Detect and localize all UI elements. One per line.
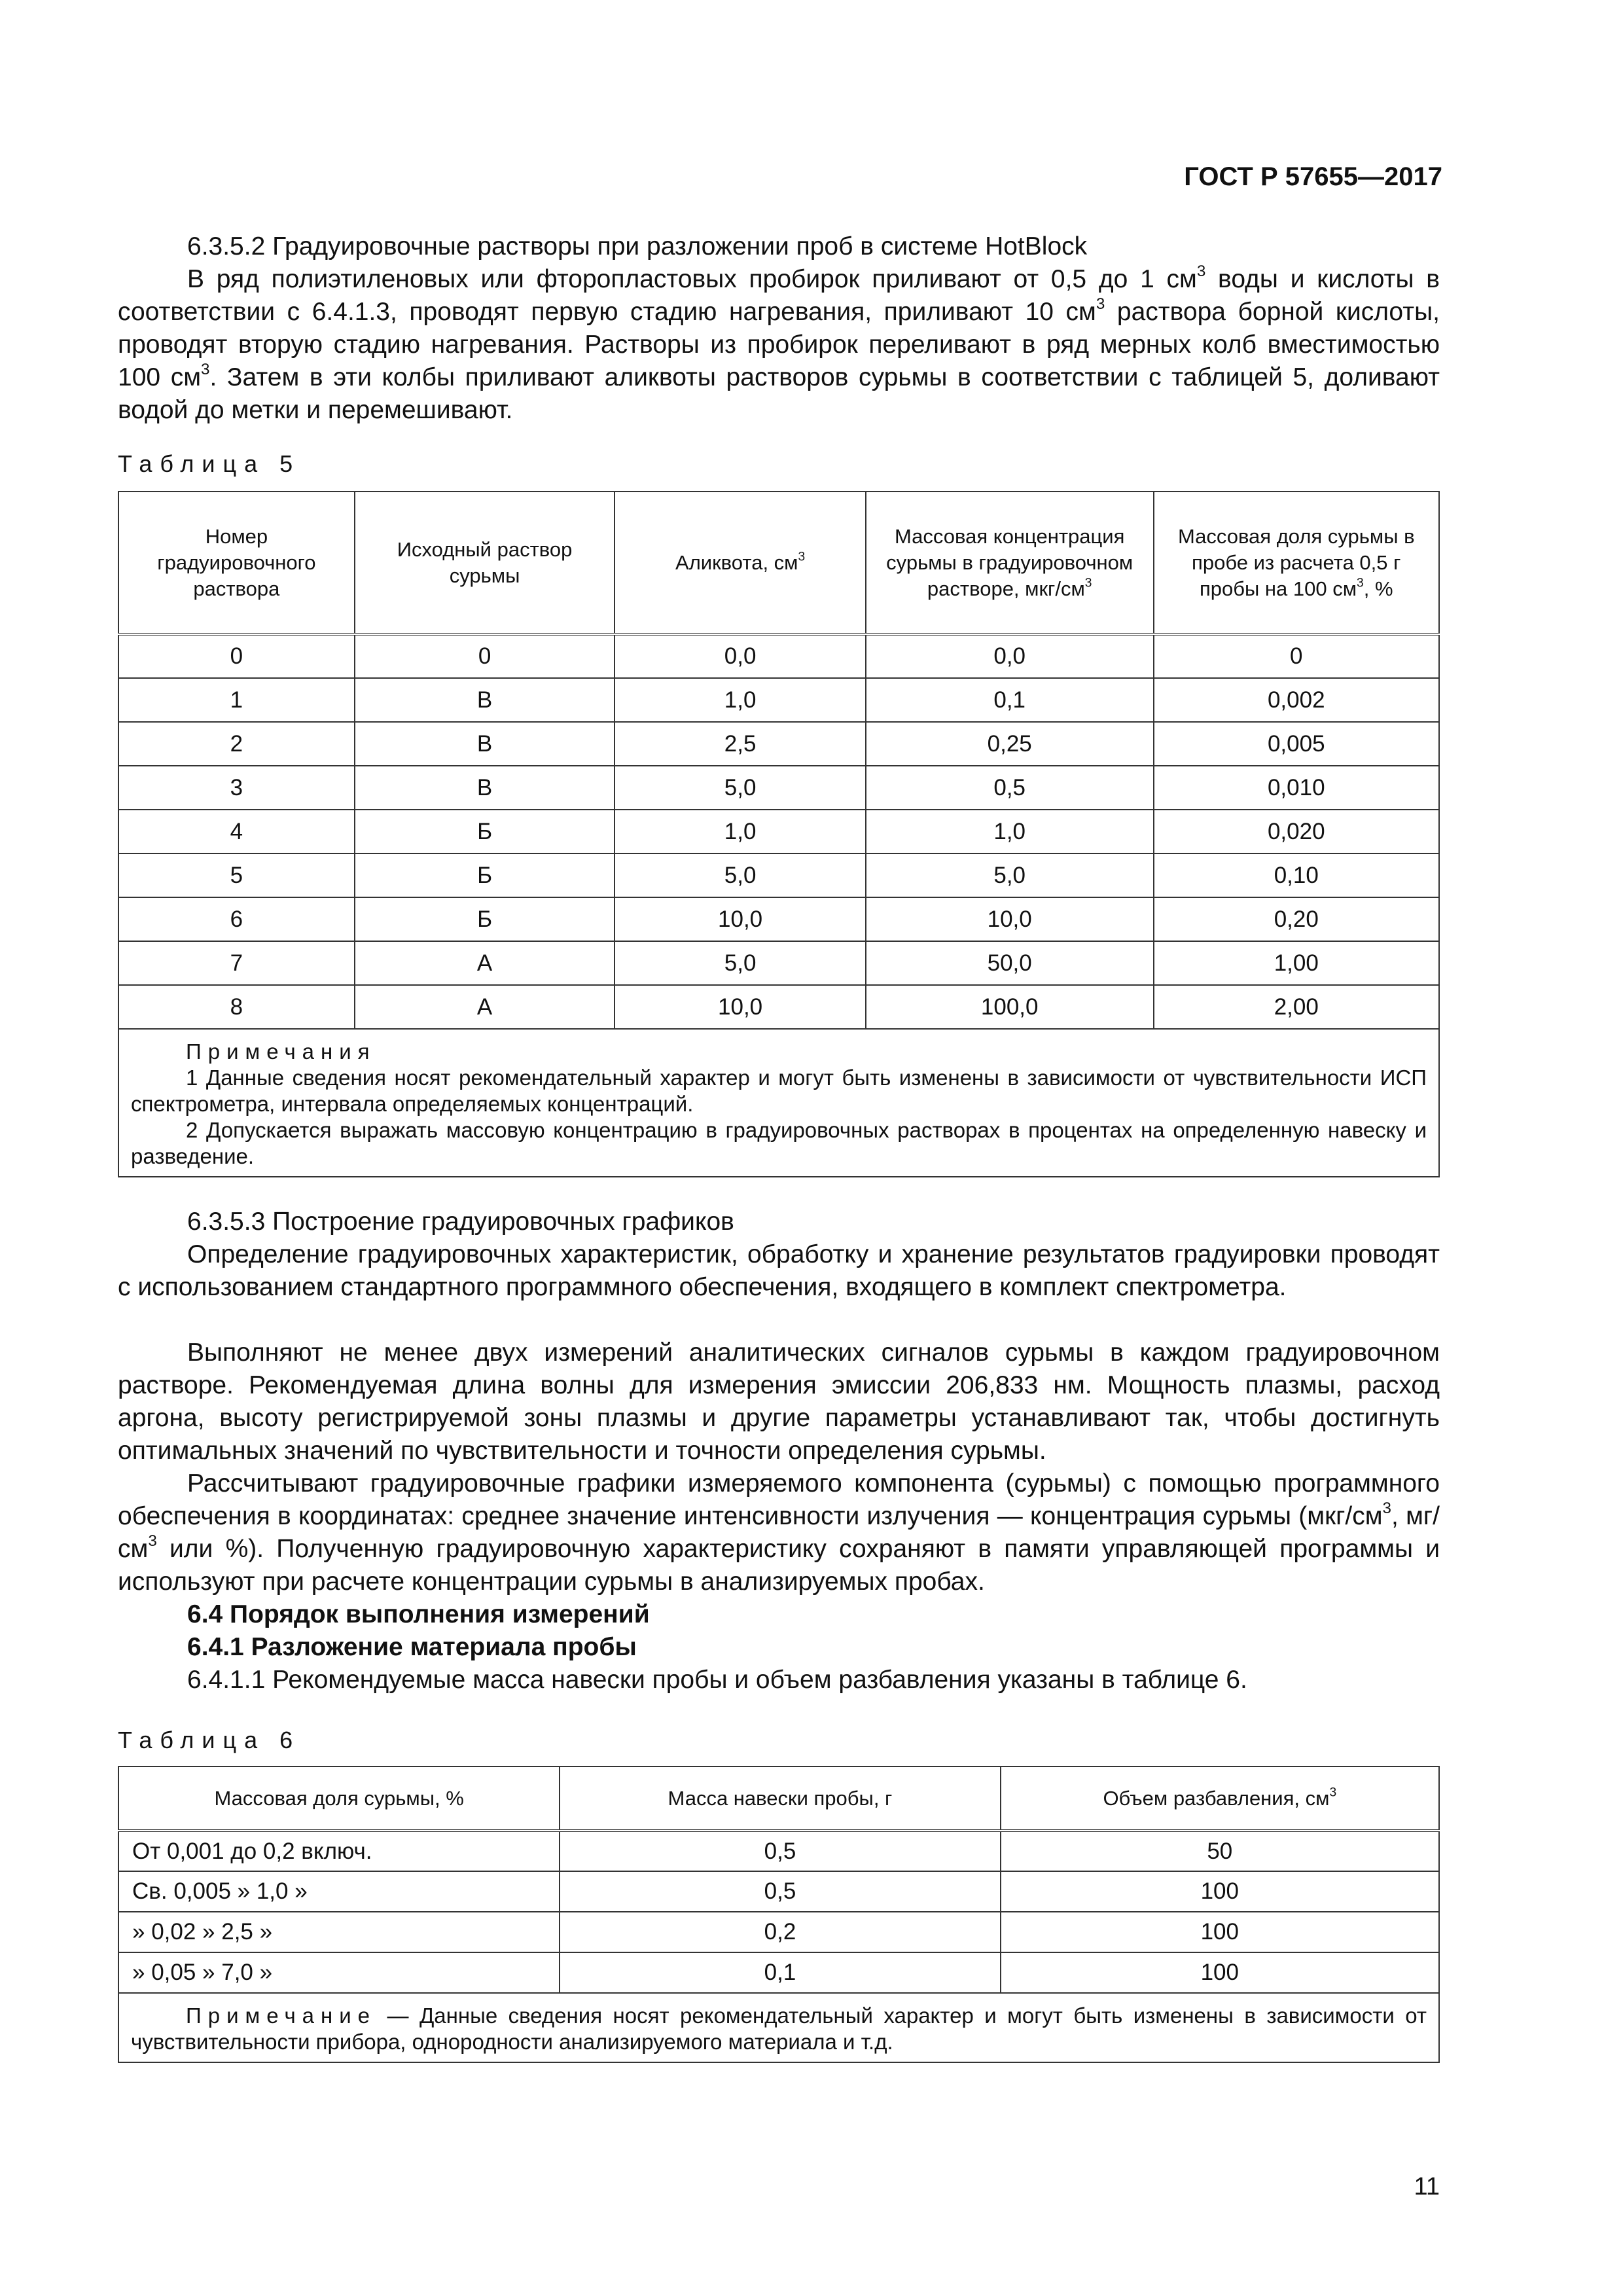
section-6411-text: 6.4.1.1 Рекомендуемые масса навески пробы и объем разбавления указаны в таблице 6. bbox=[187, 1666, 1247, 1694]
table-cell: 4 bbox=[118, 810, 355, 853]
table-cell: 2,5 bbox=[615, 722, 866, 766]
section-64-title: 6.4 Порядок выполнения измерений bbox=[187, 1600, 650, 1628]
table-cell: 0 bbox=[355, 634, 615, 678]
table5-notes bbox=[118, 1029, 1439, 1177]
section-6353-title: 6.3.5.3 Построение градуировочных графиков bbox=[187, 1208, 734, 1236]
table-notes-row bbox=[118, 1029, 1439, 1177]
superscript: 3 bbox=[148, 1532, 157, 1551]
table-row bbox=[118, 678, 1439, 722]
standard-number: ГОСТ Р 57655—2017 bbox=[1184, 162, 1442, 191]
table-cell: Св. 0,005 » 1,0 » bbox=[118, 1871, 560, 1912]
table-cell: 5,0 bbox=[615, 941, 866, 985]
table-cell: 0,0 bbox=[615, 634, 866, 678]
section-6352-title: 6.3.5.2 Градуировочные растворы при разложении проб в системе HotBlock bbox=[187, 232, 1088, 260]
table5-header: Исходный раствор сурьмы bbox=[355, 492, 615, 634]
superscript: 3 bbox=[201, 361, 210, 379]
table-cell: 0,5 bbox=[560, 1831, 1000, 1871]
table5 bbox=[118, 491, 1440, 1177]
superscript: 3 bbox=[1357, 576, 1364, 590]
table-cell: 0,005 bbox=[1154, 722, 1440, 766]
table-cell: 7 bbox=[118, 941, 355, 985]
table-row bbox=[118, 722, 1439, 766]
superscript: 3 bbox=[798, 550, 806, 564]
section-6353-p3 bbox=[118, 1467, 1440, 1598]
table-cell: 0,020 bbox=[1154, 810, 1440, 853]
table-cell: » 0,02 » 2,5 » bbox=[118, 1912, 560, 1952]
table5-caption: Таблица 5 bbox=[118, 450, 301, 477]
text-part: раствора борной кислоты, проводят вторую стадию нагревания. Растворы из пробирок переливают в ряд мерных колб вместимостью 100 см bbox=[118, 298, 1440, 391]
table-cell: 0,1 bbox=[866, 678, 1154, 722]
table-cell: 100 bbox=[1001, 1912, 1439, 1952]
table-row bbox=[118, 766, 1439, 810]
table-cell: А bbox=[355, 941, 615, 985]
text-part: воды и кислоты в соответствии с 6.4.1.3, проводят первую стадию нагревания, приливают 10 см bbox=[118, 265, 1440, 326]
table-cell: 0,10 bbox=[1154, 853, 1440, 897]
notes-label: Примечания bbox=[186, 1039, 376, 1064]
table-cell: 0,010 bbox=[1154, 766, 1440, 810]
table-cell: 5 bbox=[118, 853, 355, 897]
table6-header bbox=[1001, 1767, 1439, 1831]
table-row bbox=[118, 985, 1439, 1029]
table-cell: » 0,05 » 7,0 » bbox=[118, 1952, 560, 1993]
table-cell: 0,2 bbox=[560, 1912, 1000, 1952]
table-cell: 100,0 bbox=[866, 985, 1154, 1029]
table5-header bbox=[866, 492, 1154, 634]
superscript: 3 bbox=[1196, 262, 1206, 281]
table-cell: 1,0 bbox=[615, 810, 866, 853]
table-row bbox=[118, 853, 1439, 897]
note-item: 1 Данные сведения носят рекомендательный характер и могут быть изменены в зависимости от чувствительности ИСП спектрометра, интервала определяемых концентраций. bbox=[131, 1066, 1427, 1116]
table-cell: 3 bbox=[118, 766, 355, 810]
header-text: Объем разбавления, см bbox=[1103, 1786, 1330, 1810]
table5-header bbox=[1154, 492, 1440, 634]
table-row bbox=[118, 897, 1439, 941]
header-text: Массовая доля сурьмы в пробе из расчета 0,5 г пробы на 100 см bbox=[1177, 524, 1415, 600]
table-cell: 0,002 bbox=[1154, 678, 1440, 722]
table-cell: Б bbox=[355, 810, 615, 853]
section-6353-p2: Выполняют не менее двух измерений аналитических сигналов сурьмы в каждом градуировочном растворе. Рекомендуемая длина волны для измерения эмиссии 206,833 нм. Мощность плазмы, расход аргона, высоту регистрируемой зоны плазмы и другие параметры устанавливают так, чтобы достигнуть оптимальных значений по чувствительности и точности определения сурьмы. bbox=[118, 1338, 1440, 1465]
text-part: В ряд полиэтиленовых или фторопластовых пробирок приливают от 0,5 до 1 см bbox=[187, 265, 1197, 293]
table-cell: 50 bbox=[1001, 1831, 1439, 1871]
table-cell: 50,0 bbox=[866, 941, 1154, 985]
section-641-title: 6.4.1 Разложение материала пробы bbox=[187, 1633, 637, 1661]
table-cell: В bbox=[355, 766, 615, 810]
table-cell: 0,0 bbox=[866, 634, 1154, 678]
table-cell: 5,0 bbox=[615, 766, 866, 810]
note-label: Примечание bbox=[186, 2003, 377, 2028]
table-cell: Б bbox=[355, 897, 615, 941]
table5-header bbox=[615, 492, 866, 634]
table-cell: 1 bbox=[118, 678, 355, 722]
table-cell: 10,0 bbox=[866, 897, 1154, 941]
table-cell: 0,5 bbox=[560, 1871, 1000, 1912]
table-cell: 0,20 bbox=[1154, 897, 1440, 941]
superscript: 3 bbox=[1084, 576, 1092, 590]
table-row bbox=[118, 1912, 1439, 1952]
table-cell: 0,25 bbox=[866, 722, 1154, 766]
table-cell: 100 bbox=[1001, 1952, 1439, 1993]
table-cell: 10,0 bbox=[615, 897, 866, 941]
header-text: , % bbox=[1363, 577, 1393, 600]
table-cell: 5,0 bbox=[866, 853, 1154, 897]
table-row bbox=[118, 634, 1439, 678]
table-cell: В bbox=[355, 722, 615, 766]
text-part: . Затем в эти колбы приливают аликвоты растворов сурьмы в соответствии с таблицей 5, доливают водой до метки и перемешивают. bbox=[118, 363, 1440, 424]
table-cell: 0 bbox=[118, 634, 355, 678]
table-row bbox=[118, 1952, 1439, 1993]
superscript: 3 bbox=[1329, 1785, 1337, 1800]
table-cell: 0 bbox=[1154, 634, 1440, 678]
table-row bbox=[118, 941, 1439, 985]
table-row bbox=[118, 1871, 1439, 1912]
note-item: 2 Допускается выражать массовую концентрацию в градуировочных растворах в процентах на определенную навеску и разведение. bbox=[131, 1118, 1427, 1168]
table-cell: 5,0 bbox=[615, 853, 866, 897]
text-part: Рассчитывают градуировочные графики измеряемого компонента (сурьмы) с помощью программного обеспечения в координатах: среднее значение интенсивности излучения — концентрация сурьмы (мкг/см bbox=[118, 1469, 1440, 1530]
table-cell: 100 bbox=[1001, 1871, 1439, 1912]
table-cell: 1,0 bbox=[615, 678, 866, 722]
table-row bbox=[118, 810, 1439, 853]
table-cell: А bbox=[355, 985, 615, 1029]
table-cell: 6 bbox=[118, 897, 355, 941]
table6-note bbox=[118, 1993, 1439, 2062]
table5-header: Номер градуировочного раствора bbox=[118, 492, 355, 634]
table-cell: От 0,001 до 0,2 включ. bbox=[118, 1831, 560, 1871]
section-6353-p1: Определение градуировочных характеристик, обработку и хранение результатов градуировки проводят с использованием стандартного программного обеспечения, входящего в комплект спектрометра. bbox=[118, 1240, 1440, 1301]
table-cell: 0,1 bbox=[560, 1952, 1000, 1993]
superscript: 3 bbox=[1096, 295, 1105, 314]
table-cell: 1,0 bbox=[866, 810, 1154, 853]
table6-header: Массовая доля сурьмы, % bbox=[118, 1767, 560, 1831]
page-number: 11 bbox=[1414, 2173, 1440, 2200]
table-cell: 2,00 bbox=[1154, 985, 1440, 1029]
table-cell: 0,5 bbox=[866, 766, 1154, 810]
table6-caption: Таблица 6 bbox=[118, 1727, 301, 1753]
section-6352-text bbox=[118, 263, 1440, 427]
table-cell: Б bbox=[355, 853, 615, 897]
text-part: , мг/см bbox=[118, 1502, 1440, 1563]
table6 bbox=[118, 1766, 1440, 2063]
text-part: или %). Полученную градуировочную характеристику сохраняют в памяти управляющей программы и используют при расчете концентрации сурьмы в анализируемых пробах. bbox=[118, 1535, 1440, 1596]
header-text: Аликвота, см bbox=[675, 550, 798, 574]
table-cell: 1,00 bbox=[1154, 941, 1440, 985]
table-cell: 2 bbox=[118, 722, 355, 766]
superscript: 3 bbox=[1382, 1499, 1391, 1518]
table-cell: 8 bbox=[118, 985, 355, 1029]
table-notes-row bbox=[118, 1993, 1439, 2062]
table-cell: В bbox=[355, 678, 615, 722]
table-cell: 10,0 bbox=[615, 985, 866, 1029]
note-text: — Данные сведения носят рекомендательный характер и могут быть изменены в зависимости от чувствительности прибора, однородности анализируемого материала и т.д. bbox=[131, 2003, 1427, 2054]
note-item bbox=[131, 2003, 1427, 2055]
table-row bbox=[118, 1831, 1439, 1871]
table6-header: Масса навески пробы, г bbox=[560, 1767, 1000, 1831]
header-text: Массовая концентрация сурьмы в градуировочном растворе, мкг/см bbox=[886, 524, 1133, 600]
